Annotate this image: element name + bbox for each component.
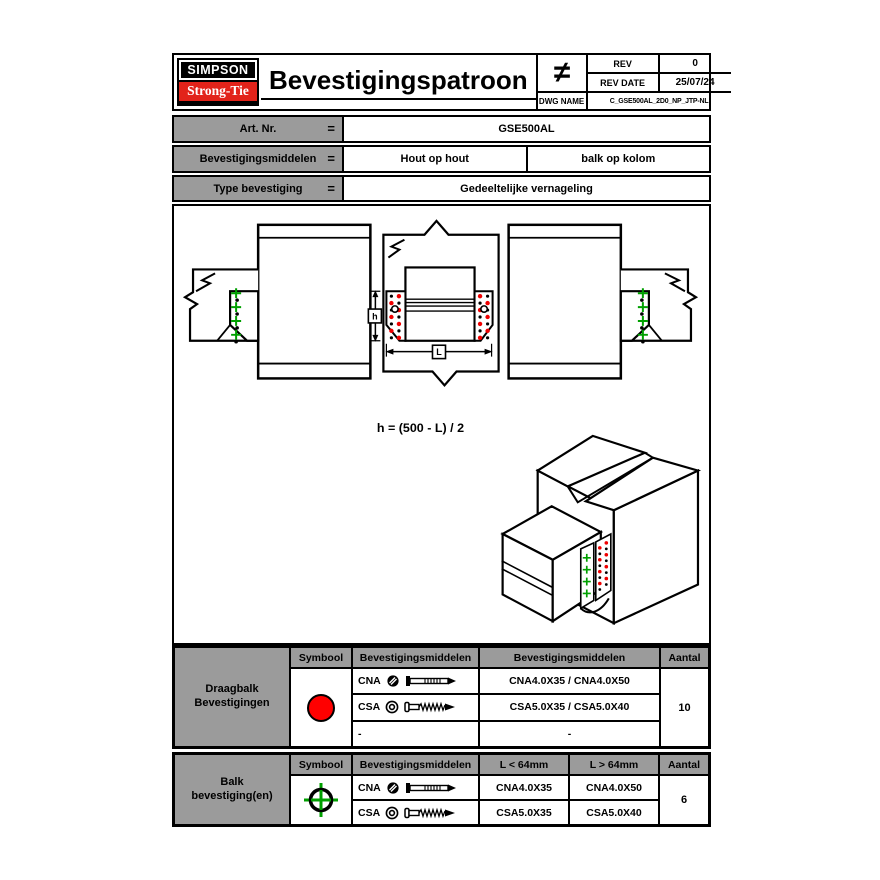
hout-op-hout-value: Hout op hout [400, 153, 469, 165]
equals-sign: = [327, 120, 335, 136]
not-to-scale-icon: ≠ [538, 55, 588, 93]
balk-fastener-table [172, 752, 711, 827]
drawing-area [172, 204, 711, 645]
table2-csa-cell [352, 800, 479, 825]
type-bevestiging-label [174, 177, 344, 200]
cna-nail-icon [405, 675, 457, 687]
cna-nail-icon [405, 782, 457, 794]
dwg-name-value: C_GSE500AL_2D0_NP_JTP-NL [609, 97, 709, 105]
table2-aantal-value: 6 [659, 775, 709, 825]
info-row-art-nr [172, 115, 711, 143]
table1-header-bevestigingsmiddelen-2: Bevestigingsmiddelen [479, 647, 660, 668]
dwg-name-label: DWG NAME [538, 93, 588, 109]
table2-header-l-kleiner-64: L < 64mm [479, 754, 569, 775]
table2-symbol-cell [290, 775, 352, 825]
document-title: Bevestigingspatroon [261, 65, 536, 100]
art-nr-label-text: Art. Nr. [239, 123, 277, 135]
table2-header-aantal: Aantal [659, 754, 709, 775]
csa-code: CSA [358, 806, 381, 819]
front-view-center [368, 221, 498, 385]
crosshair-symbol-icon [301, 780, 341, 820]
info-row-type-bevestiging [172, 175, 711, 202]
csa-screw-icon [404, 701, 456, 713]
table1-csa-value: CSA5.0X35 / CSA5.0X40 [479, 694, 660, 720]
table1-dash-value: - [479, 721, 660, 747]
table2-header-bevestigingsmiddelen: Bevestigingsmiddelen [352, 754, 479, 775]
title-block [172, 53, 715, 111]
table1-header-bevestigingsmiddelen-1: Bevestigingsmiddelen [352, 647, 479, 668]
art-nr-label [174, 117, 344, 141]
rev-date-value: 25/07/24 [660, 74, 731, 93]
table1-header-symbool: Symbool [290, 647, 352, 668]
table1-row-label: Draagbalk Bevestigingen [174, 647, 290, 747]
isometric-view [502, 436, 698, 623]
technical-drawing [174, 206, 709, 643]
bevestigingsmiddelen-label-text: Bevestigingsmiddelen [199, 153, 317, 165]
logo-simpson-text: SIMPSON [179, 60, 257, 80]
table2-row-label: Balk bevestiging(en) [174, 754, 290, 825]
table1-cna-cell [352, 668, 479, 694]
csa-code: CSA [358, 701, 381, 714]
table1-dash-cell: - [352, 721, 479, 747]
art-nr-value: GSE500AL [498, 123, 555, 135]
side-view-left [185, 225, 370, 379]
type-bevestiging-value: Gedeeltelijke vernageling [460, 182, 593, 195]
info-row-bevestigingsmiddelen [172, 145, 711, 173]
rev-value: 0 [660, 55, 731, 74]
height-formula: h = (500 - L) / 2 [376, 420, 465, 435]
table1-aantal-value: 10 [660, 668, 709, 747]
dim-l-label: L [436, 347, 442, 358]
table2-csa-short: CSA5.0X35 [479, 800, 569, 825]
drawing-sheet [172, 53, 715, 827]
table2-csa-long: CSA5.0X40 [569, 800, 659, 825]
bevestigingsmiddelen-label [174, 147, 344, 171]
table2-cna-cell [352, 775, 479, 800]
table2-header-symbool: Symbool [290, 754, 352, 775]
csa-head-icon [385, 700, 399, 714]
equals-sign: = [327, 150, 335, 166]
table2-cna-long: CNA4.0X50 [569, 775, 659, 800]
revision-block [536, 55, 731, 109]
draagbalk-fastener-table [172, 645, 711, 749]
csa-screw-icon [404, 807, 456, 819]
dim-h-label: h [372, 311, 378, 322]
table1-header-aantal: Aantal [660, 647, 709, 668]
cna-code: CNA [358, 781, 381, 794]
rev-date-label: REV DATE [588, 74, 660, 93]
cna-head-icon [386, 674, 400, 688]
table1-symbol-cell [290, 668, 352, 747]
simpson-strongtie-logo [177, 58, 259, 106]
equals-sign: = [327, 180, 335, 196]
red-circle-symbol-icon [307, 694, 335, 722]
table1-cna-value: CNA4.0X35 / CNA4.0X50 [479, 668, 660, 694]
cna-code: CNA [358, 675, 381, 688]
cna-head-icon [386, 781, 400, 795]
csa-head-icon [385, 806, 399, 820]
table2-header-l-groter-64: L > 64mm [569, 754, 659, 775]
balk-op-kolom-value: balk op kolom [526, 147, 710, 171]
table2-cna-short: CNA4.0X35 [479, 775, 569, 800]
logo-strongtie-text: Strong-Tie [179, 82, 257, 101]
side-view-right [509, 225, 696, 379]
rev-label: REV [588, 55, 660, 74]
table1-csa-cell [352, 694, 479, 720]
type-bevestiging-label-text: Type bevestiging [213, 182, 303, 195]
